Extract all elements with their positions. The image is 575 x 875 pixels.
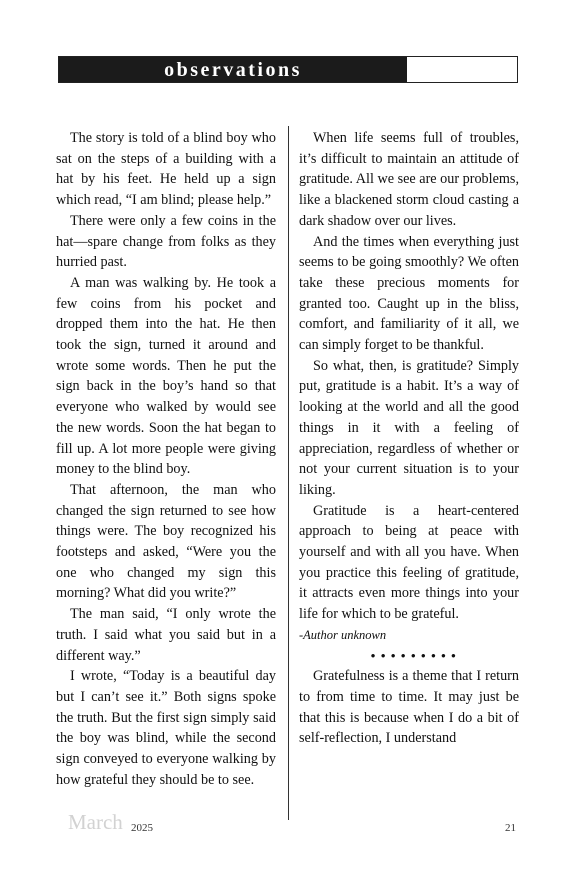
- paragraph: The story is told of a blind boy who sat on the steps of a building with a hat by his feet. He held up a sign which read, “I am blind; please help.”: [56, 130, 276, 209]
- attribution: -Author unknown: [299, 627, 387, 642]
- paragraph: So what, then, is gratitude? Simply put, gratitude is a habit. It’s a way of looking at the world and all the good things in it with a feeling of appreciation, regardless of whether or not your current situation is to your liking.: [299, 357, 519, 498]
- paragraph: When life seems full of troubles, it’s difficult to maintain an attitude of gratitude. All we see are our problems, like a blackened storm cloud casting a dark shadow over our lives.: [299, 130, 519, 229]
- section-title: observations: [164, 59, 302, 81]
- paragraph: Gratitude is a heart-centered approach to being at peace with yourself and with all you have. When you practice this feeling of gratitude, it attracts even more things into your life for which to be grateful.: [299, 502, 519, 623]
- section-banner: [58, 56, 518, 83]
- paragraph: I wrote, “Today is a beautiful day but I can’t see it.” Both signs spoke the truth. But the first sign simply said the boy was blind, while the second sign conveyed to everyone walking by how grateful they should be to see.: [56, 668, 276, 788]
- column-divider: [288, 126, 289, 820]
- left-column: [56, 128, 276, 791]
- paragraph: Gratefulness is a theme that I return to from time to time. It may just be that this is because when I do a bit of self-reflection, I understand: [299, 668, 519, 747]
- page-number: 21: [505, 822, 516, 834]
- section-separator: •••••••••: [370, 647, 462, 663]
- paragraph: The man said, “I only wrote the truth. I said what you said but in a different way.”: [56, 606, 276, 664]
- paragraph: There were only a few coins in the hat—spare change from folks as they hurried past.: [56, 212, 276, 271]
- paragraph: A man was walking by. He took a few coins from his pocket and dropped them into the hat. He then took the sign, turned it around and wrote some words. Then he put the sign back in the boy’s hand so that everyone who walked by would see the new words. Soon the hat began to fill up. A lot more people were giving money to the blind boy.: [56, 274, 276, 478]
- footer-year: 2025: [131, 822, 153, 834]
- right-column: [299, 128, 519, 749]
- paragraph: And the times when everything just seems to be going smoothly? We often take these precious moments for granted too. Caught up in the bliss, comfort, and familiarity of it all, we can simply forget to be thankful.: [299, 233, 519, 354]
- paragraph: That afternoon, the man who changed the sign returned to see how things were. The boy recognized his footsteps and asked, “Were you the one who changed my sign this morning? What did you write?”: [56, 481, 276, 602]
- footer-month: March: [68, 810, 123, 834]
